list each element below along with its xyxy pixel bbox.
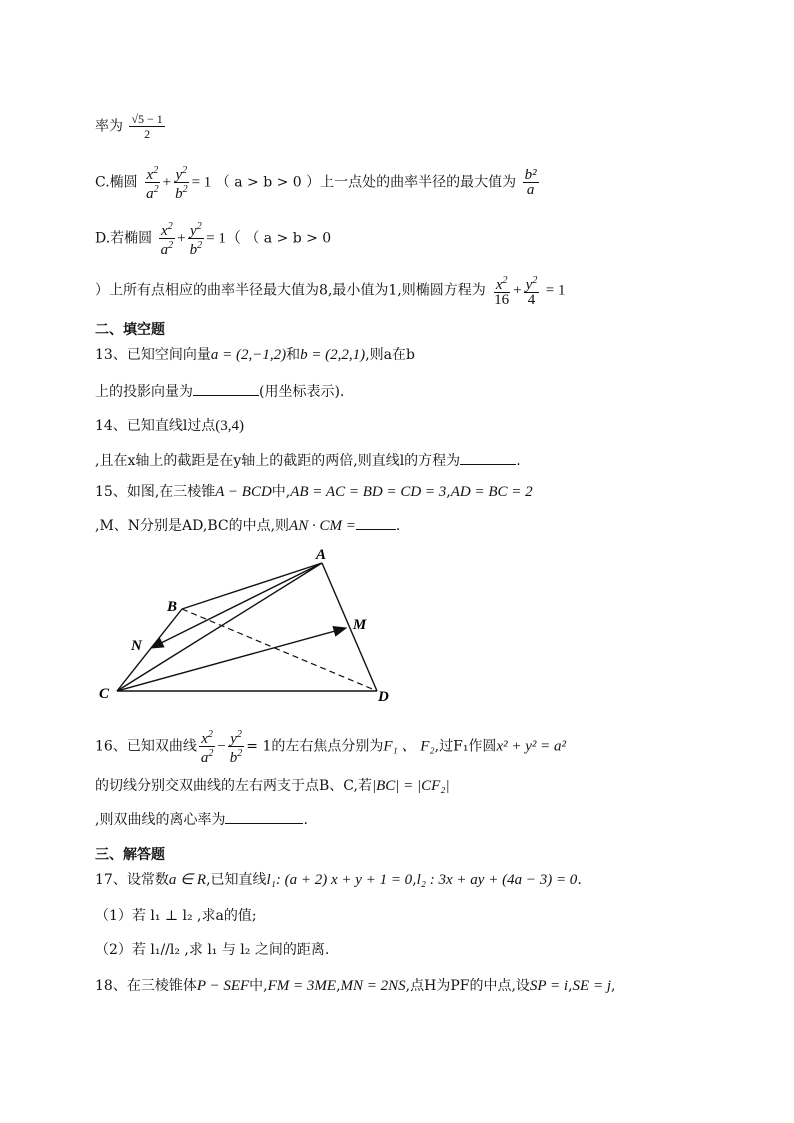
q13-and: 和: [286, 347, 301, 363]
q17-mid: ,已知直线: [206, 872, 267, 888]
line-l1: l₁: (a + 2) x + y + 1 = 0: [266, 872, 413, 888]
answer-blank[interactable]: [356, 529, 396, 530]
question-18: 18、在三棱锥体P − SEF中,FM = 3ME,MN = 2NS,点H为PF的中点,设SP = i,SE = j,: [95, 978, 616, 994]
tetrahedron-figure: [95, 545, 415, 705]
fraction-denominator: 2: [144, 127, 151, 141]
option-d-label: D.若椭圆: [95, 230, 153, 247]
foci: F₁ 、 F₂: [383, 738, 435, 755]
vector-b: b = (2,2,1): [300, 347, 366, 363]
ellipse-frac-x: $\frac{x^2}{a^2}$: [146, 165, 159, 202]
answer-frac-x: $\frac{x^2}{16}$: [494, 275, 510, 308]
question-16: 16、已知双曲线 $\frac{x^2}{a^2}$ − $\frac{y^2}{b^2}$ = 1的左右焦点分别为F₁ 、 F₂,过F₁作圆x² + y² = a²: [95, 729, 566, 766]
q18-tetrahedron: P − SEF: [196, 978, 250, 994]
option-c: C.椭圆 $\frac{x^2}{a^2}$ + $\frac{y^2}{b^2}$ = 1 （ a > b > 0 ）上一点处的曲率半径的最大值为 $\frac{\text{b²}}{a}$: [95, 165, 537, 202]
q17-end: .: [577, 872, 582, 888]
fraction-eccentricity: [129, 112, 164, 141]
q14-text: 14、已知直线l过点: [95, 418, 216, 434]
option-c-condition: （ a > b > 0 ）上一点处的曲率半径的最大值为: [215, 174, 517, 191]
q16-text3: ,则双曲线的离心率为: [95, 812, 226, 828]
question-17: [95, 870, 582, 890]
q17-condition: a ∈ R: [168, 872, 207, 888]
line-l2: l₂ : 3x + ay + (4a − 3) = 0: [416, 872, 578, 888]
q13-text2: 上的投影向量为: [95, 384, 193, 400]
abs-equation: |BC| = |CF₂|: [371, 778, 450, 794]
question-17-part1: （1）若 l₁ ⊥ l₂ ,求a的值;: [95, 908, 257, 924]
question-14: [95, 416, 244, 436]
q18-eq2: MN = 2NS: [340, 978, 406, 994]
label-d: D: [378, 689, 389, 705]
q16-end: .: [303, 812, 308, 828]
q15-mid: 中,: [271, 484, 291, 500]
q16-text2: 的切线分别交双曲线的左右两支于点B、C,若: [95, 778, 372, 794]
question-13-line2: [95, 382, 344, 402]
edge-bc: [117, 609, 182, 691]
vector-cm: [117, 628, 346, 691]
q17-comma: ,: [412, 872, 417, 888]
q18-text2: ,点H为PF的中点,设: [405, 978, 530, 994]
q15-text: 15、如图,在三棱锥: [95, 484, 216, 500]
option-d-condition: （ a > b > 0: [245, 230, 332, 247]
section-solutions-heading: 三、解答题: [95, 847, 165, 863]
option-b-continuation: [95, 112, 167, 141]
q16-mid: ,过F₁作圆: [434, 738, 497, 755]
answer-frac-y: $\frac{y^2}{4}$: [525, 275, 538, 308]
vector-sp: SP = i: [529, 978, 569, 994]
question-16-line3: [95, 810, 308, 830]
label-m: M: [353, 617, 367, 633]
tetrahedron-name: A − BCD: [215, 484, 272, 500]
question-14-line2: [95, 451, 521, 471]
q18-eq1: FM = 3ME: [267, 978, 337, 994]
q17-text: 17、设常数: [95, 872, 169, 888]
question-13: [95, 345, 415, 365]
q18-mid: 中,: [249, 978, 268, 994]
q16-eq: = 1的左右焦点分别为: [246, 738, 384, 755]
option-c-label: C.椭圆: [95, 174, 138, 191]
ellipse-frac-y: $\frac{y^2}{b^2}$: [189, 221, 203, 258]
label-a: A: [316, 547, 327, 563]
q15-equal-edges-2: AD = BC = 2: [450, 484, 533, 500]
label-c: C: [99, 686, 110, 702]
vector-se: SE = j: [572, 978, 611, 994]
q13-text: 13、已知空间向量: [95, 347, 211, 363]
vector-a: a = (2,−1,2): [210, 347, 287, 363]
hyperbola-frac-x: $\frac{x^2}{a^2}$: [200, 729, 214, 766]
fraction-numerator: √5 − 1: [131, 112, 163, 126]
question-15-line2: [95, 516, 400, 536]
q18-text: 18、在三棱锥体: [95, 978, 197, 994]
answer-blank[interactable]: [460, 464, 516, 465]
text-rate: 率为: [95, 118, 123, 135]
q15-comma: ,: [446, 484, 451, 500]
q15-end: .: [395, 518, 401, 534]
point-3-4: (3,4): [215, 418, 245, 434]
ellipse-frac-y: $\frac{y^2}{b^2}$: [175, 165, 188, 202]
q15-text2: ,M、N分别是AD,BC的中点,则: [95, 518, 290, 534]
question-16-line2: [95, 776, 450, 796]
ellipse-frac-x: $\frac{x^2}{a^2}$: [160, 221, 174, 258]
option-d: D.若椭圆 $\frac{x^2}{a^2}$ + $\frac{y^2}{b^2}$ = 1（ （ a > b > 0: [95, 221, 332, 258]
q18-end: ,: [611, 978, 616, 994]
label-n: N: [131, 638, 142, 654]
hyperbola-frac-y: $\frac{y^2}{b^2}$: [229, 729, 243, 766]
option-d-continuation: ）上所有点相应的曲率半径最大值为8,最小值为1,则椭圆方程为 $\frac{x^2}{16}$ + $\frac{y^2}{4}$ = 1: [95, 275, 566, 308]
q16-text: 16、已知双曲线: [95, 738, 197, 755]
dot-product: AN · CM =: [289, 518, 356, 534]
q13-end: ,则a在b: [365, 347, 415, 363]
answer-blank[interactable]: [225, 823, 303, 824]
question-15: [95, 482, 533, 502]
label-b: B: [167, 599, 178, 615]
q14-end: .: [516, 453, 521, 469]
answer-blank[interactable]: [193, 395, 259, 396]
q13-hint: (用坐标表示).: [259, 384, 345, 400]
section-fill-blank-heading: 二、填空题: [95, 322, 165, 338]
circle-equation: x² + y² = a²: [496, 738, 566, 755]
q15-equal-edges: AB = AC = BD = CD = 3: [290, 484, 447, 500]
option-d-text: ）上所有点相应的曲率半径最大值为8,最小值为1,则椭圆方程为: [95, 282, 486, 299]
edge-ab: [182, 563, 322, 609]
question-17-part2: （2）若 l₁//l₂ ,求 l₁ 与 l₂ 之间的距离.: [95, 942, 330, 958]
q14-text2: ,且在x轴上的截距是在y轴上的截距的两倍,则直线l的方程为: [95, 453, 461, 469]
fraction-max-radius: $\frac{\text{b²}}{a}$: [524, 167, 537, 198]
edge-ac: [117, 563, 322, 691]
